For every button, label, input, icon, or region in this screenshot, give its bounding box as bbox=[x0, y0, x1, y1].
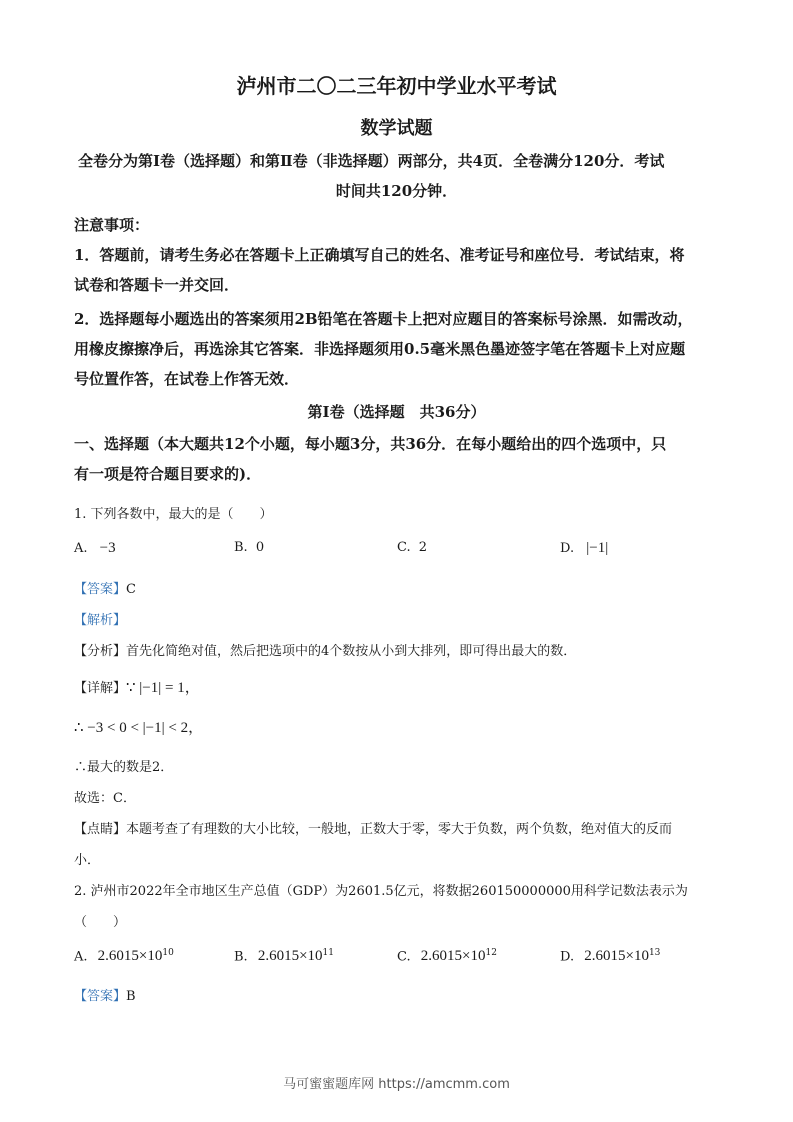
exam-subtitle: 数学试题 bbox=[360, 118, 433, 139]
q1-analysis-tag: 【解析】 bbox=[74, 613, 127, 628]
section-title: 第Ⅰ卷（选择题 共36分） bbox=[307, 403, 486, 421]
option-exponent: 11 bbox=[322, 948, 334, 958]
note-2-line-b: 用橡皮擦擦净后，再选涂其它答案．非选择题须用0.5毫米黑色墨迹签字笔在答题卡上对应题 bbox=[74, 340, 686, 358]
option-label: B. bbox=[234, 949, 248, 965]
option-value: |−1| bbox=[586, 540, 609, 556]
answer-value: C bbox=[126, 582, 136, 597]
q1-detail-2: ∴ −3 < 0 < |−1| < 2， bbox=[74, 720, 204, 736]
q1-option-c bbox=[397, 540, 427, 555]
option-value: 2.6015×10 bbox=[584, 948, 649, 965]
section-desc-b: 有一项是符合题目要求的)． bbox=[74, 465, 262, 483]
q2-answer bbox=[74, 985, 136, 1004]
q2-option-d bbox=[560, 948, 660, 965]
detail-math: ∵ |−1| = 1， bbox=[126, 680, 200, 696]
option-label: A. bbox=[74, 541, 88, 556]
q1-detail-1 bbox=[74, 676, 200, 697]
option-value: 2.6015×10 bbox=[420, 948, 486, 965]
answer-tag: 【答案】 bbox=[74, 989, 127, 1004]
q2-option-b bbox=[234, 948, 334, 965]
option-label: A. bbox=[74, 949, 88, 965]
q2-option-a bbox=[74, 948, 174, 965]
note-1-line-a: 1．答题前，请考生务必在答题卡上正确填写自己的姓名、准考证号和座位号．考试结束，将 bbox=[74, 246, 685, 264]
answer-tag: 【答案】 bbox=[74, 582, 127, 597]
q1-answer bbox=[74, 578, 136, 597]
q1-option-a bbox=[74, 540, 116, 557]
option-value: 2.6015×10 bbox=[97, 948, 163, 965]
intro-line-2: 时间共120分钟． bbox=[335, 182, 458, 200]
q1-option-d bbox=[560, 540, 608, 557]
q1-option-b bbox=[234, 540, 264, 555]
option-label: B. bbox=[234, 540, 248, 555]
q2-option-c bbox=[397, 948, 497, 965]
option-label: D. bbox=[560, 949, 575, 965]
section-desc-a: 一、选择题（本大题共12个小题，每小题3分，共36分．在每小题给出的四个选项中，只 bbox=[74, 435, 667, 453]
q1-stem: 1. 下列各数中，最大的是（ ） bbox=[74, 507, 273, 522]
intro-line-1: 全卷分为第Ⅰ卷（选择题）和第Ⅱ卷（非选择题）两部分，共4页．全卷满分120分．考试 bbox=[78, 152, 665, 170]
note-1-line-b: 试卷和答题卡一并交回． bbox=[74, 276, 240, 294]
answer-value: B bbox=[126, 989, 136, 1004]
q2-stem-a: 2. 泸州市2022年全市地区生产总值（GDP）为2601.5亿元，将数据260150000000用科学记数法表示为 bbox=[74, 884, 688, 899]
option-label: C. bbox=[397, 540, 411, 555]
q1-comment-a: 【点睛】本题考查了有理数的大小比较，一般地，正数大于零，零大于负数，两个负数，绝对值大的反而 bbox=[74, 822, 673, 837]
q1-fenxi: 【分析】首先化简绝对值，然后把选项中的4个数按从小到大排列，即可得出最大的数． bbox=[74, 644, 577, 659]
note-2-line-a: 2．选择题每小题选出的答案须用2B铅笔在答题卡上把对应题目的答案标号涂黑．如需改动， bbox=[74, 310, 693, 328]
option-value: 0 bbox=[255, 540, 265, 555]
option-exponent: 10 bbox=[162, 948, 174, 958]
q1-comment-b: 小． bbox=[74, 853, 101, 868]
option-value: 2.6015×10 bbox=[257, 948, 323, 965]
option-label: D. bbox=[560, 541, 575, 556]
note-2-line-c: 号位置作答，在试卷上作答无效． bbox=[74, 370, 300, 388]
option-exponent: 12 bbox=[485, 948, 497, 958]
option-label: C. bbox=[397, 949, 411, 965]
notes-heading: 注意事项： bbox=[74, 216, 150, 234]
q1-choose: 故选：C． bbox=[74, 791, 136, 806]
option-value: 2 bbox=[418, 540, 428, 555]
footer-watermark: 马可蜜蜜题库网 https://amcmm.com bbox=[283, 1077, 510, 1092]
option-exponent: 13 bbox=[648, 948, 661, 958]
q1-detail-3: ∴最大的数是2． bbox=[74, 760, 174, 775]
option-value: −3 bbox=[99, 540, 116, 556]
detail-tag: 【详解】 bbox=[74, 681, 127, 696]
q2-stem-b: （ ） bbox=[74, 915, 127, 930]
exam-title: 泸州市二〇二三年初中学业水平考试 bbox=[236, 74, 557, 98]
